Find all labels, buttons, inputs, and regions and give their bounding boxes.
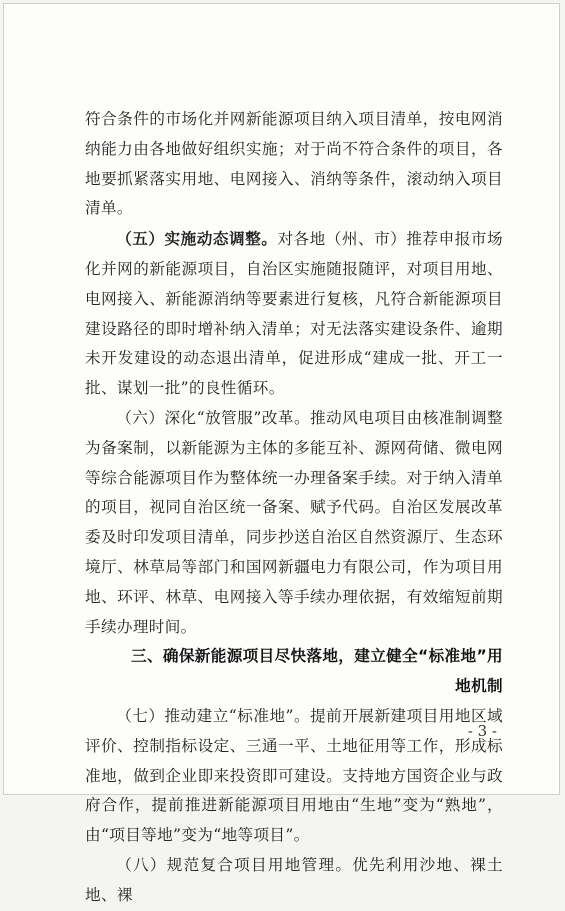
paragraph-section-7 [85,702,503,851]
section-7-lead: （七）推动建立“标准地”。 [116,706,311,725]
section-heading-text: 三、确保新能源项目尽快落地，建立健全“标准地”用地机制 [131,647,503,696]
section-heading-3 [85,642,503,702]
section-8-text: 优先利用沙地、裸土地、裸 [85,855,503,904]
section-8-lead: （八）规范复合项目用地管理。 [116,855,353,874]
paragraph-section-8 [85,851,503,911]
section-6-text: 推动风电项目由核准制调整为备案制，以新能源为主体的多能互补、源网荷储、微电网等综合能源项目作为整体统一办理备案手续。对于纳入清单的项目，视同自治区统一备案、赋予代码。自治区发展改革委及时印发项目清单，同步抄送自治区自然资源厅、生态环境厅、林草局等部门和国网新疆电力有限公司，作为项目用地、环评、林草、电网接入等手续办理依据，有效缩短前期手续办理时间。 [85,408,504,636]
paragraph-section-5 [85,224,503,404]
section-6-lead: （六）深化“放管服”改革。 [116,408,311,427]
paragraph-section-6 [85,404,503,642]
page-number: - 3 - [467,722,497,740]
paragraph-continuation [85,105,503,224]
document-page [3,3,560,904]
section-5-lead: （五）实施动态调整。 [116,229,278,249]
section-5-text: 对各地（州、市）推荐申报市场化并网的新能源项目，自治区实施随报随评，对项目用地、电网接入、新能源消纳等要素进行复核，凡符合新能源项目建设路径的即时增补纳入清单；对无法落实建设条件、逾期未开发建设的动态退出清单，促进形成“建成一批、开工一批、谋划一批”的良性循环。 [85,230,503,398]
paragraph-text: 符合条件的市场化并网新能源项目纳入项目清单，按电网消纳能力由各地做好组织实施；对于尚不符合条件的项目，各地要抓紧落实用地、电网接入、消纳等条件，滚动纳入项目清单。 [85,110,503,218]
section-7-text: 提前开展新建项目用地区域评价、控制指标设定、三通一平、土地征用等工作，形成标准地，做到企业即来投资即可建设。支持地方国资企业与政府合作，提前推进新能源项目用地由“生地”变为“熟地”，由“项目等地”变为“地等项目”。 [85,706,504,845]
document-body [85,105,503,911]
